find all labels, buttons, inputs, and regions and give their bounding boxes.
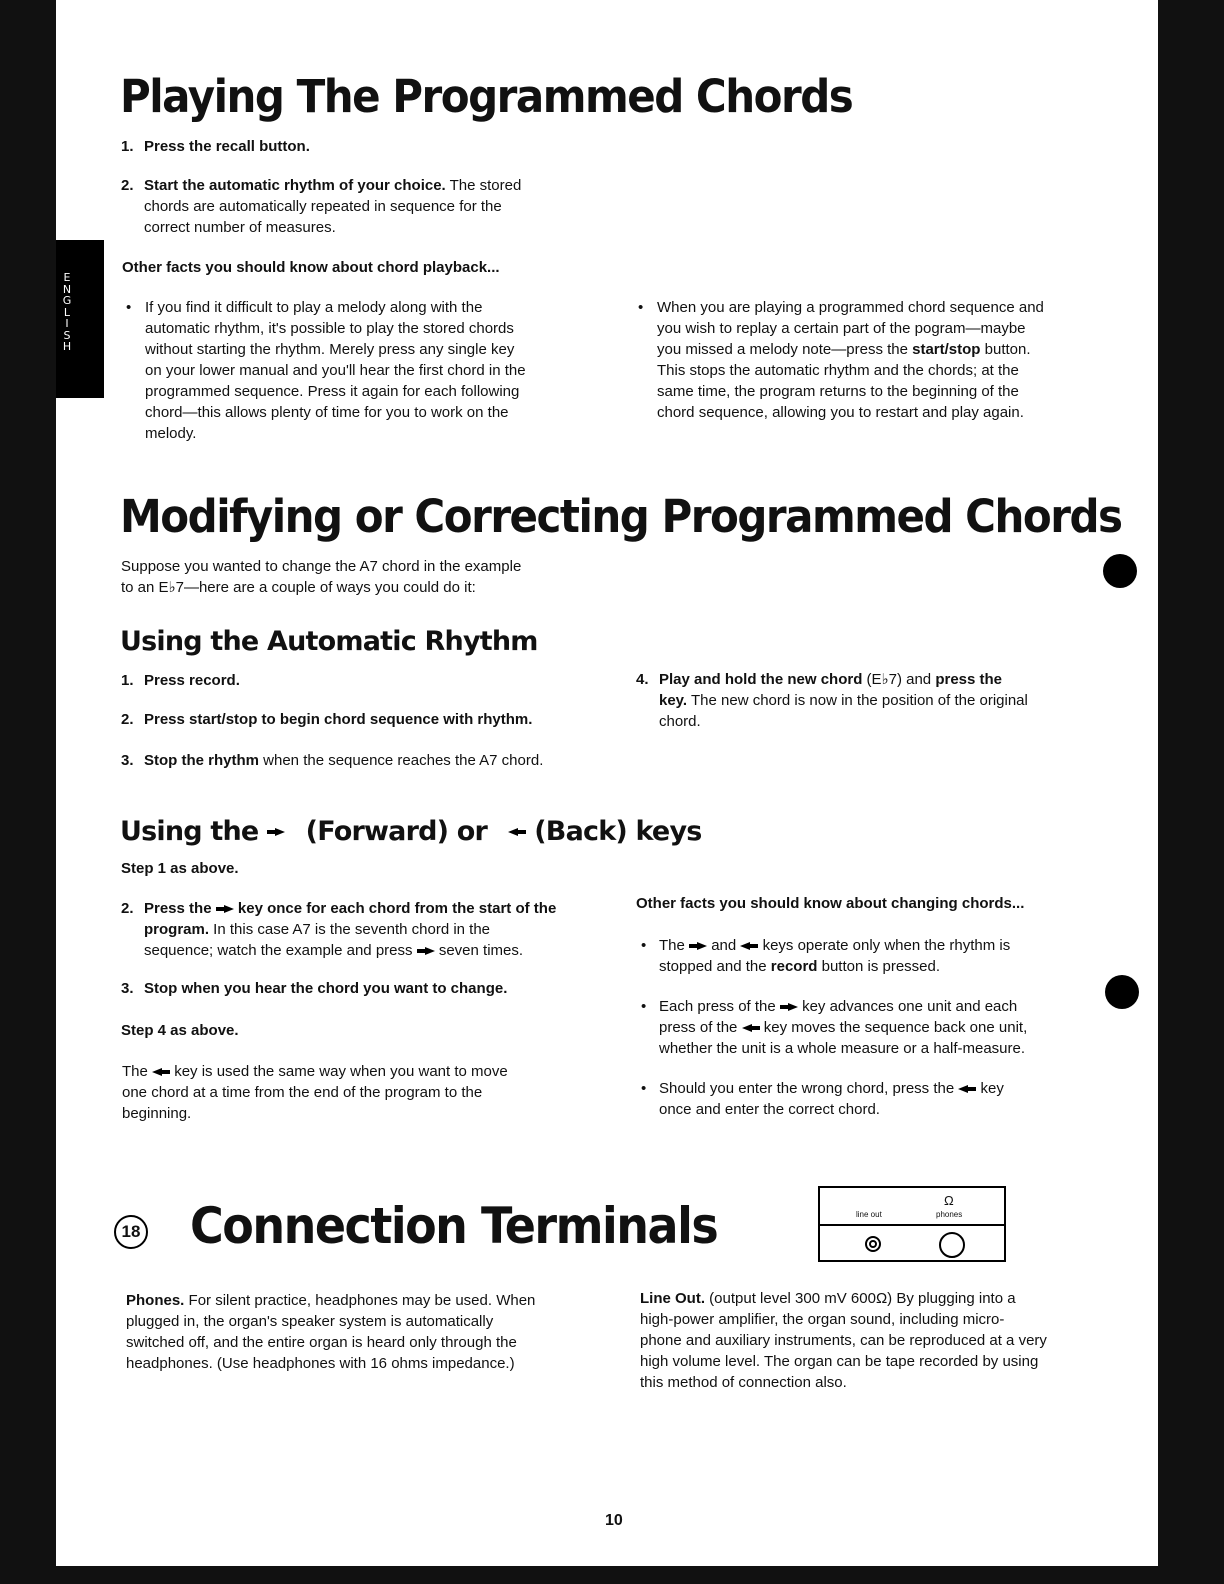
- bullet-line: button.: [980, 341, 1031, 358]
- subsection-title-keys: [120, 818, 702, 845]
- phones-jack: [939, 1232, 965, 1258]
- step-text: Press the recall button.: [144, 138, 310, 155]
- bullet-dot: •: [641, 937, 647, 954]
- step-number: 2.: [121, 711, 134, 728]
- bullet-line: and: [711, 937, 737, 954]
- title-part: Using the: [120, 816, 259, 847]
- bullet-line: press of the: [659, 1019, 738, 1036]
- para-line: high-power amplifier, the organ sound, including micro-: [640, 1311, 1005, 1328]
- bullet-line: Each press of the: [659, 998, 776, 1015]
- title-part: (Back) keys: [534, 816, 702, 847]
- step-number: 3.: [121, 752, 134, 769]
- para-bold: Phones.: [126, 1292, 185, 1309]
- bullet-line: melody.: [145, 425, 197, 442]
- back-key-paragraph: [122, 1061, 592, 1124]
- bullet-line: stopped and the: [659, 958, 771, 975]
- step-line: (E♭7) and: [862, 671, 936, 688]
- title-part: (Forward) or: [305, 816, 488, 847]
- bullet-paragraph: [659, 996, 1119, 1059]
- facts-heading: Other facts you should know about changing chords...: [636, 895, 1025, 912]
- bullet-line: When you are playing a programmed chord sequence and: [657, 299, 1044, 316]
- language-tab-label: E N G L I S H: [62, 271, 72, 353]
- step-number: 1.: [121, 138, 134, 155]
- back-arrow-icon: [742, 1024, 760, 1033]
- para-line: The: [122, 1063, 148, 1080]
- step-line: seven times.: [438, 942, 524, 959]
- section-number-badge: 18: [114, 1215, 148, 1249]
- forward-arrow-icon: [216, 905, 234, 914]
- headphones-icon: Ω: [944, 1193, 954, 1208]
- binding-hole-mark: [1103, 554, 1137, 588]
- step-line: correct number of measures.: [144, 219, 336, 236]
- bullet-dot: •: [126, 299, 132, 316]
- back-arrow-icon: [958, 1085, 976, 1094]
- line-out-paragraph: [640, 1288, 1110, 1393]
- step-bold: program.: [144, 921, 210, 938]
- bullet-line: If you find it difficult to play a melody along with the: [145, 299, 483, 316]
- bullet-line: automatic rhythm, it's possible to play the stored chords: [145, 320, 514, 337]
- bullet-line: Should you enter the wrong chord, press the: [659, 1080, 955, 1097]
- step-paragraph: [144, 898, 604, 961]
- bullet-line: chord sequence, allowing you to restart and play again.: [657, 404, 1024, 421]
- bullet-paragraph: [659, 935, 1119, 977]
- para-bold: Line Out.: [640, 1290, 705, 1307]
- step-line: when the sequence reaches the A7 chord.: [259, 752, 544, 769]
- forward-arrow-icon: [780, 1003, 798, 1012]
- bullet-line: you wish to replay a certain part of the pogram—maybe: [657, 320, 1026, 337]
- step-line: chord.: [659, 713, 701, 730]
- step-text: Stop when you hear the chord you want to change.: [144, 980, 508, 997]
- back-arrow-icon: [496, 828, 526, 837]
- step-paragraph: [144, 750, 543, 771]
- bullet-bold: start/stop: [912, 341, 981, 358]
- forward-arrow-icon: [267, 828, 297, 837]
- step-number: 2.: [121, 177, 134, 194]
- bullet-line: whether the unit is a whole measure or a half-measure.: [659, 1040, 1026, 1057]
- manual-page: [56, 0, 1158, 1566]
- para-line: one chord at a time from the end of the program to the: [122, 1084, 483, 1101]
- step-paragraph: [144, 175, 590, 238]
- para-line: (output level 300 mV 600Ω) By plugging into a: [705, 1290, 1016, 1307]
- step-line: sequence; watch the example and press: [144, 942, 413, 959]
- step-line: chords are automatically repeated in sequence for the: [144, 198, 502, 215]
- step-number: 4.: [636, 671, 649, 688]
- step-text: Press start/stop to begin chord sequence with rhythm.: [144, 711, 533, 728]
- forward-arrow-icon: [689, 942, 707, 951]
- para-line: headphones. (Use headphones with 16 ohms impedance.): [126, 1355, 515, 1372]
- step-bold: Press the: [144, 900, 212, 917]
- para-line: this method of connection also.: [640, 1374, 847, 1391]
- step-number: 1.: [121, 672, 134, 689]
- step-number: 3.: [121, 980, 134, 997]
- step-bold: key.: [659, 692, 688, 709]
- step-bold: press the: [935, 671, 1003, 688]
- intro-paragraph: [121, 556, 591, 598]
- para-line: plugged in, the organ's speaker system is automatically: [126, 1313, 494, 1330]
- bullet-line: button is pressed.: [817, 958, 941, 975]
- step-note: Step 4 as above.: [121, 1022, 239, 1039]
- section-title-modifying: Modifying or Correcting Programmed Chords: [120, 489, 1122, 543]
- bullet-paragraph: [145, 297, 591, 444]
- step-bold: key once for each chord from the start of the: [237, 900, 557, 917]
- bullet-bold: record: [770, 958, 818, 975]
- facts-heading: Other facts you should know about chord playback...: [122, 259, 500, 276]
- back-arrow-icon: [152, 1068, 170, 1077]
- line-out-label: line out: [856, 1210, 882, 1219]
- bullet-line: you missed a melody note—press the: [657, 341, 913, 358]
- bullet-line: keys operate only when the rhythm is: [762, 937, 1011, 954]
- intro-line: Suppose you wanted to change the A7 chord in the example: [121, 558, 522, 575]
- phones-label: phones: [936, 1210, 963, 1219]
- step-line: In this case A7 is the seventh chord in the: [209, 921, 491, 938]
- language-side-tab: [56, 240, 104, 398]
- bullet-line: This stops the automatic rhythm and the chords; at the: [657, 362, 1019, 379]
- para-line: switched off, and the entire organ is heard only through the: [126, 1334, 517, 1351]
- bullet-line: key: [980, 1080, 1004, 1097]
- bullet-dot: •: [641, 998, 647, 1015]
- step-text: Press record.: [144, 672, 240, 689]
- step-number: 2.: [121, 900, 134, 917]
- bullet-line: key advances one unit and each: [802, 998, 1018, 1015]
- step-line: The stored: [445, 177, 522, 194]
- para-line: high volume level. The organ can be tape recorded by using: [640, 1353, 1039, 1370]
- bullet-line: same time, the program returns to the beginning of the: [657, 383, 1019, 400]
- step-bold: Stop the rhythm: [144, 752, 259, 769]
- bullet-line: key moves the sequence back one unit,: [763, 1019, 1028, 1036]
- bullet-line: once and enter the correct chord.: [659, 1101, 880, 1118]
- step-line: The new chord is now in the position of the original: [687, 692, 1028, 709]
- bullet-paragraph: [657, 297, 1107, 423]
- panel-divider: [820, 1224, 1004, 1226]
- bullet-line: chord—this allows plenty of time for you to work on the: [145, 404, 509, 421]
- line-out-jack-center: [869, 1240, 877, 1248]
- bullet-line: The: [659, 937, 685, 954]
- connection-panel-diagram: [818, 1186, 1006, 1262]
- bullet-line: programmed sequence. Press it again for each following: [145, 383, 520, 400]
- bullet-dot: •: [641, 1080, 647, 1097]
- step-bold: Play and hold the new chord: [659, 671, 863, 688]
- intro-line: to an E♭7—here are a couple of ways you could do it:: [121, 579, 476, 596]
- bullet-paragraph: [659, 1078, 1119, 1120]
- step-note: Step 1 as above.: [121, 860, 239, 877]
- step-bold: Start the automatic rhythm of your choice.: [144, 177, 446, 194]
- para-line: phone and auxiliary instruments, can be reproduced at a very: [640, 1332, 1047, 1349]
- bullet-line: without starting the rhythm. Merely press any single key: [145, 341, 515, 358]
- para-line: For silent practice, headphones may be used. When: [184, 1292, 536, 1309]
- forward-arrow-icon: [417, 947, 435, 956]
- para-line: key is used the same way when you want to move: [174, 1063, 508, 1080]
- section-title-playing: Playing The Programmed Chords: [120, 69, 853, 123]
- section-title-connection: Connection Terminals: [190, 1196, 718, 1255]
- bullet-dot: •: [638, 299, 644, 316]
- back-arrow-icon: [740, 942, 758, 951]
- para-line: beginning.: [122, 1105, 192, 1122]
- phones-paragraph: [126, 1290, 606, 1374]
- bullet-line: on your lower manual and you'll hear the first chord in the: [145, 362, 526, 379]
- page-number: 10: [605, 1512, 623, 1529]
- subsection-title-automatic: Using the Automatic Rhythm: [120, 626, 538, 657]
- step-paragraph: [659, 669, 1119, 732]
